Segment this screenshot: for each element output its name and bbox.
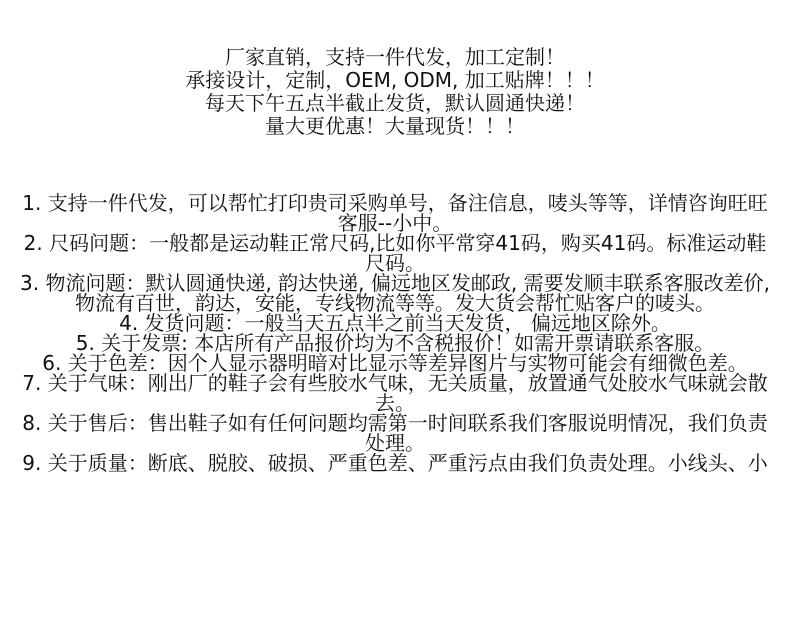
note-quality: 9. 关于质量：断底、脱胶、破损、严重色差、严重污点由我们负责处理。小线头、小 <box>22 451 768 475</box>
note-color-difference: 6. 关于色差：因个人显示器明暗对比显示等差异图片与实物可能会有细微色差。 <box>42 351 748 375</box>
announcement-line: 承接设计，定制，OEM, ODM, 加工贴牌！！！ <box>185 68 605 92</box>
note-sizing: 2. 尺码问题：一般都是运动鞋正常尺码,比如你平常穿41码，购买41码。标准运动鞋尺码。 <box>23 231 767 275</box>
note-invoice: 5. 关于发票: 本店所有产品报价均为不含税报价！如需开票请联系客服。 <box>75 331 715 355</box>
note-logistics: 3. 物流问题：默认圆通快递, 韵达快递, 偏远地区发邮政, 需要发顺丰联系客服改差价, 物流有百世，韵达，安能，专线物流等等。发大货会帮忙贴客户的唛头。 <box>20 271 770 315</box>
note-dropshipping: 1. 支持一件代发，可以帮忙打印贵司采购单号，备注信息，唛头等等，详情咨询旺旺客服--小中。 <box>22 191 768 235</box>
note-after-sales: 8. 关于售后：售出鞋子如有任何问题均需第一时间联系我们客服说明情况，我们负责处理。 <box>22 411 768 455</box>
note-shipping: 4. 发货问题：一般当天五点半之前当天发货， 偏远地区除外。 <box>119 311 671 335</box>
shop-announcement <box>0 46 790 138</box>
announcement-line: 每天下午五点半截止发货，默认圆通快递！ <box>205 91 585 115</box>
note-odor: 7. 关于气味：刚出厂的鞋子会有些胶水气味，无关质量，放置通气处胶水气味就会散去。 <box>22 371 768 415</box>
announcement-line: 厂家直销，支持一件代发，加工定制！ <box>225 45 565 69</box>
purchase-notes <box>18 193 772 473</box>
announcement-line: 量大更优惠！大量现货！！！ <box>265 114 525 138</box>
